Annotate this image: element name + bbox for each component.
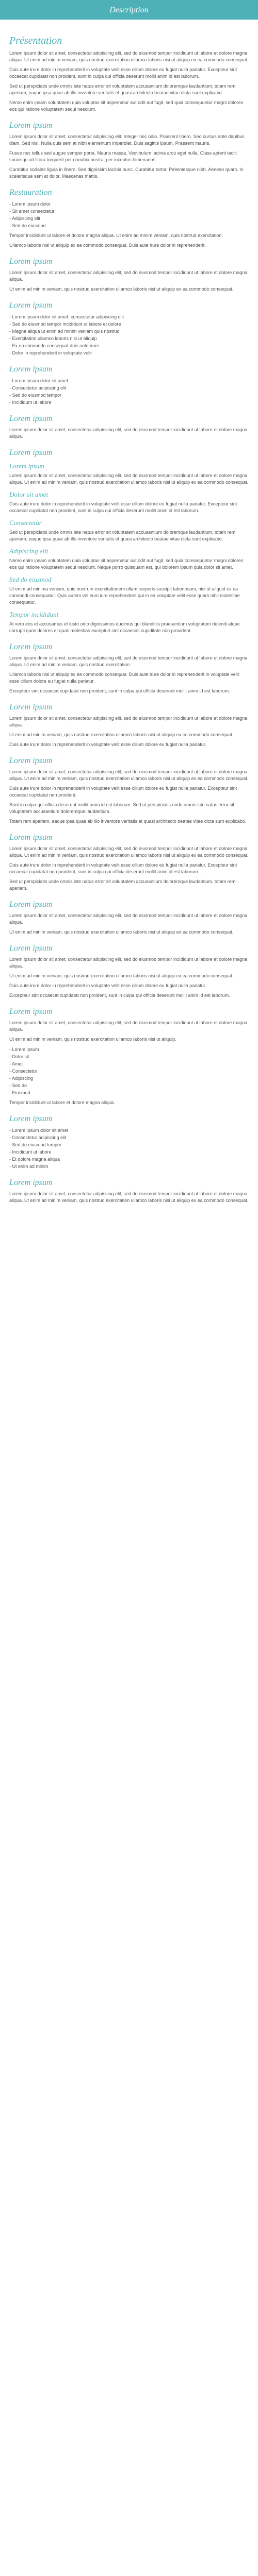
list-item: - Exercitation ullamco laboris nisi ut aliquip [9,335,249,342]
decouverte-block-text: Nemo enim ipsam voluptatem quia voluptas sit aspernatur aut odit aut fugit, sed quia consequuntur magni dolores eos qui ratione voluptatem sequi nesciunt. Neque porro quisquam est, qui dolorem ipsum quia dolor sit amet. [9,558,244,570]
decouverte-block-title: Consectetur [9,519,42,527]
list-item: - Eiusmod [9,1089,249,1096]
tarifs-paragraph: Excepteur sint occaecat cupidatat non proident, sunt in culpa qui officia deserunt mollit anim id est laborum. [9,993,230,998]
list-item: - Adipiscing [9,1075,249,1082]
decouverte-section [9,448,249,634]
tarifs-paragraph: Ut enim ad minim veniam, quis nostrud exercitation ullamco laboris nisi ut aliquip ex ea commodo consequat. [9,973,234,978]
tarifs-title: Lorem ipsum [9,944,53,953]
sante-paragraph: Ut enim ad minim veniam, quis nostrud exercitation ullamco laboris nisi ut aliquip ex ea commodo consequat. [9,732,234,737]
bienetre-title: Lorem ipsum [9,642,53,651]
content [0,20,258,1204]
tarifs-paragraph: Lorem ipsum dolor sit amet, consectetur adipiscing elit, sed do eiusmod tempor incididunt ut labore et dolore magna aliqua. [9,957,248,969]
formalites-section [9,833,249,892]
decouverte-block-text: At vero eos et accusamus et iusto odio dignissimos ducimus qui blanditiis praesentium voluptatum deleniti atque corrupti quos dolores et quas molestias excepturi sint occaecati cupiditate non provident. [9,621,240,633]
excursions-paragraph: Lorem ipsum dolor sit amet, consectetur adipiscing elit, sed do eiusmod tempor incididunt ut labore et dolore magna aliqua. [9,427,248,439]
list-item: - Incididunt ut labore [9,399,249,406]
list-item: - Sed do [9,1082,249,1089]
list-item: - Magna aliqua ut enim ad minim veniam quis nostrud [9,328,249,335]
sports-list [9,313,249,357]
bienetre-paragraph: Ullamco laboris nisi ut aliquip ex ea commodo consequat. Duis aute irure dolor in reprehenderit in voluptate velit esse cillum dolore eu fugiat nulla pariatur. [9,672,239,684]
list-item: - Ut enim ad minim [9,1163,249,1170]
equipements-section [9,365,249,406]
intro-paragraph: Sed ut perspiciatis unde omnis iste natus error sit voluptatem accusantium doloremque laudantium, totam rem aperiam, eaque ipsa quae ab illo inventore veritatis et quasi architecto beatae vitae dicta sunt explicabo. [9,83,236,95]
sports-title: Lorem ipsum [9,301,53,310]
restauration-paragraph: Ullamco laboris nisi ut aliquip ex ea commodo consequat. Duis aute irure dolor in reprehenderit. [9,243,206,248]
list-item: - Dolor in reprehenderit in voluptate velit [9,349,249,357]
list-item: - Ex ea commodo consequat duis aute irure [9,342,249,349]
infos-paragraph: Sunt in culpa qui officia deserunt mollit anim id est laborum. Sed ut perspiciatis unde omnis iste natus error sit voluptatem accusantium doloremque laudantium. [9,802,235,814]
enfants-paragraph: Ut enim ad minim veniam, quis nostrud exercitation ullamco laboris nisi ut aliquip ex ea commodo consequat. [9,929,234,935]
list-item: - Adipiscing elit [9,215,249,222]
list-item: - Consectetur adipiscing elit [9,1134,249,1141]
list-item: - Dolor sit [9,1053,249,1060]
list-item: - Sed do eiusmod [9,222,249,229]
infos-paragraph: Lorem ipsum dolor sit amet, consectetur adipiscing elit, sed do eiusmod tempor incididunt ut labore et dolore magna aliqua. Ut enim ad minim veniam, quis nostrud exercitation ullamco laboris nisi ut aliquip ex ea commodo consequat. [9,769,249,781]
formalites-paragraph: Lorem ipsum dolor sit amet, consectetur adipiscing elit, sed do eiusmod tempor incididunt ut labore et dolore magna aliqua. Ut enim ad minim veniam, quis nostrud exercitation ullamco laboris nisi ut aliquip ex ea commodo consequat. [9,846,249,858]
list-item: - Sed do eiusmod tempor [9,1141,249,1148]
offres-section [9,257,249,293]
list-item: - Lorem ipsum dolor sit amet [9,1127,249,1134]
activites-title: Lorem ipsum [9,1178,53,1187]
secondary-paragraph: Curabitur sodales ligula in libero. Sed dignissim lacinia nunc. Curabitur tortor. Pellentesque nibh. Aenean quam. In scelerisque sem at dolor. Maecenas mattis. [9,167,244,179]
intro-section [9,35,249,113]
decouverte-title: Lorem ipsum [9,448,53,457]
decouverte-block-text: Sed ut perspiciatis unde omnis iste natus error sit voluptatem accusantium doloremque laudantium, totam rem aperiam, eaque ipsa quae ab illo inventore veritatis et quasi architecto beatae vitae dicta sunt explicabo. [9,530,236,541]
list-item: - Sed do eiusmod tempor [9,392,249,399]
list-item: - Incididunt ut labore [9,1148,249,1156]
bienetre-section [9,642,249,694]
infos-section [9,756,249,825]
restauration-list [9,200,249,229]
infos-paragraph: Totam rem aperiam, eaque ipsa quae ab illo inventore veritatis et quasi architecto beatae vitae dicta sunt explicabo. [9,819,247,824]
sante-title: Lorem ipsum [9,703,53,711]
transport-section [9,1007,249,1106]
formalites-paragraph: Duis aute irure dolor in reprehenderit in voluptate velit esse cillum dolore eu fugiat nulla pariatur. Excepteur sint occaecat cupidatat non proident, sunt in culpa qui officia deserunt mollit anim id est laborum. [9,862,237,874]
decouverte-block-text: Ut enim ad minima veniam, quis nostrum exercitationem ullam corporis suscipit laboriosam, nisi ut aliquid ex ea commodi consequatur. Quis autem vel eum iure reprehenderit qui in ea voluptate velit esse quam nihil molestiae consequatur. [9,586,240,605]
decouverte-block-title: Sed do eiusmod [9,575,52,583]
offres-paragraph: Ut enim ad minim veniam, quis nostrud exercitation ullamco laboris nisi ut aliquip ex ea commodo consequat. [9,286,234,292]
intro-paragraph: Nemo enim ipsam voluptatem quia voluptas sit aspernatur aut odit aut fugit, sed quia consequuntur magni dolores eos qui ratione voluptatem sequi nesciunt. [9,100,244,112]
bienetre-paragraph: Excepteur sint occaecat cupidatat non proident, sunt in culpa qui officia deserunt mollit anim id est laborum. [9,688,230,693]
secondary-title: Lorem ipsum [9,121,53,130]
transport-paragraph: Ut enim ad minim veniam, quis nostrud exercitation ullamco laboris nisi ut aliquip. [9,1037,176,1042]
transport-title: Lorem ipsum [9,1007,53,1016]
decouverte-block-title: Tempor incididunt [9,611,59,618]
enfants-title: Lorem ipsum [9,900,53,909]
decouverte-block-title: Lorem ipsum [9,462,44,470]
intro-title: Présentation [9,35,62,46]
sante-paragraph: Lorem ipsum dolor sit amet, consectetur adipiscing elit, sed do eiusmod tempor incididunt ut labore et dolore magna aliqua. [9,716,248,727]
bienetre-paragraph: Lorem ipsum dolor sit amet, consectetur adipiscing elit, sed do eiusmod tempor incididunt ut labore et dolore magna aliqua. Ut enim ad minim veniam, quis nostrud exercitation. [9,655,248,667]
decouverte-block-text: Lorem ipsum dolor sit amet, consectetur adipiscing elit, sed do eiusmod tempor incididunt ut labore et dolore magna aliqua. Ut enim ad minim veniam, quis nostrud exercitation ullamco laboris nisi ut aliquip ex ea commodo consequat. [9,473,249,485]
decouverte-block-title: Dolor sit amet [9,490,49,498]
list-item: - Consectetur adipiscing elit [9,384,249,392]
infos-title: Lorem ipsum [9,756,53,765]
secondary-paragraph: Lorem ipsum dolor sit amet, consectetur adipiscing elit. Integer nec odio. Praesent libero. Sed cursus ante dapibus diam. Sed nisi. Nulla quis sem at nibh elementum imperdiet. Duis sagittis ipsum. Praesent mauris. [9,134,245,146]
list-item: - Sed do eiusmod tempor incididunt ut labore et dolore [9,320,249,328]
activites-paragraph: Lorem ipsum dolor sit amet, consectetur adipiscing elit, sed do eiusmod tempor incididunt ut labore et dolore magna aliqua. Ut enim ad minim veniam, quis nostrud exercitation ullamco laboris nisi ut aliquip ex ea commodo consequat. [9,1191,249,1203]
list-item: - Sit amet consectetur [9,208,249,215]
decouverte-block-title: Adipiscing elit [9,547,49,555]
list-item: - Lorem ipsum dolor sit amet [9,377,249,384]
transport-footer: Tempor incididunt ut labore et dolore magna aliqua. [9,1100,115,1105]
excursions-title: Lorem ipsum [9,414,53,423]
sante-section [9,703,249,748]
formalites-paragraph: Sed ut perspiciatis unde omnis iste natus error sit voluptatem accusantium doloremque laudantium, totam rem aperiam. [9,879,236,891]
list-item: - Lorem ipsum dolor sit amet, consectetur adipiscing elit [9,313,249,320]
list-item: - Consectetur [9,1067,249,1075]
restauration-title: Restauration [9,188,52,197]
tarifs-paragraph: Duis aute irure dolor in reprehenderit in voluptate velit esse cillum dolore eu fugiat nulla pariatur. [9,983,206,988]
list-item: - Lorem ipsum dolor [9,200,249,208]
offres-paragraph: Lorem ipsum dolor sit amet, consectetur adipiscing elit, sed do eiusmod tempor incididunt ut labore et dolore magna aliqua. [9,270,248,282]
enfants-section [9,900,249,936]
header-bar [0,0,258,20]
secondary-paragraph: Fusce nec tellus sed augue semper porta. Mauris massa. Vestibulum lacinia arcu eget nulla. Class aptent taciti sociosqu ad litora torquent per conubia nostra, per inceptos himenaeos. [9,150,237,162]
equipements-title: Lorem ipsum [9,365,53,374]
offres-title: Lorem ipsum [9,257,53,266]
services-list [9,1127,249,1170]
activites-section [9,1178,249,1204]
secondary-section [9,121,249,180]
services-title: Lorem ipsum [9,1114,53,1123]
intro-paragraph: Lorem ipsum dolor sit amet, consectetur adipiscing elit, sed do eiusmod tempor incididunt ut labore et dolore magna aliqua. Ut enim ad minim veniam, quis nostrud exercitation ullamco laboris nisi ut aliquip ex ea commodo consequat. [9,50,249,62]
header-title: Description [109,6,149,14]
restauration-section [9,188,249,249]
transport-list [9,1046,249,1096]
formalites-title: Lorem ipsum [9,833,53,842]
transport-paragraph: Lorem ipsum dolor sit amet, consectetur adipiscing elit, sed do eiusmod tempor incididunt ut labore et dolore magna aliqua. [9,1020,248,1032]
list-item: - Amet [9,1060,249,1067]
excursions-section [9,414,249,440]
sante-paragraph: Duis aute irure dolor in reprehenderit in voluptate velit esse cillum dolore eu fugiat nulla pariatur. [9,742,206,747]
enfants-paragraph: Lorem ipsum dolor sit amet, consectetur adipiscing elit, sed do eiusmod tempor incididunt ut labore et dolore magna aliqua. [9,913,248,925]
tarifs-section [9,944,249,999]
list-item: - Et dolore magna aliqua [9,1156,249,1163]
list-item: - Lorem ipsum [9,1046,249,1053]
infos-paragraph: Duis aute irure dolor in reprehenderit in voluptate velit esse cillum dolore eu fugiat nulla pariatur. Excepteur sint occaecat cupidatat non proident. [9,786,237,798]
equipements-list [9,377,249,406]
restauration-paragraph: Tempor incididunt ut labore et dolore magna aliqua. Ut enim ad minim veniam, quis nostrud exercitation. [9,233,223,238]
sports-section [9,301,249,357]
services-section [9,1114,249,1170]
decouverte-block-text: Duis aute irure dolor in reprehenderit in voluptate velit esse cillum dolore eu fugiat nulla pariatur. Excepteur sint occaecat cupidatat non proident, sunt in culpa qui officia deserunt mollit anim id est laborum. [9,501,237,513]
intro-paragraph: Duis aute irure dolor in reprehenderit in voluptate velit esse cillum dolore eu fugiat nulla pariatur. Excepteur sint occaecat cupidatat non proident, sunt in culpa qui officia deserunt mollit anim id est laborum. [9,67,237,79]
